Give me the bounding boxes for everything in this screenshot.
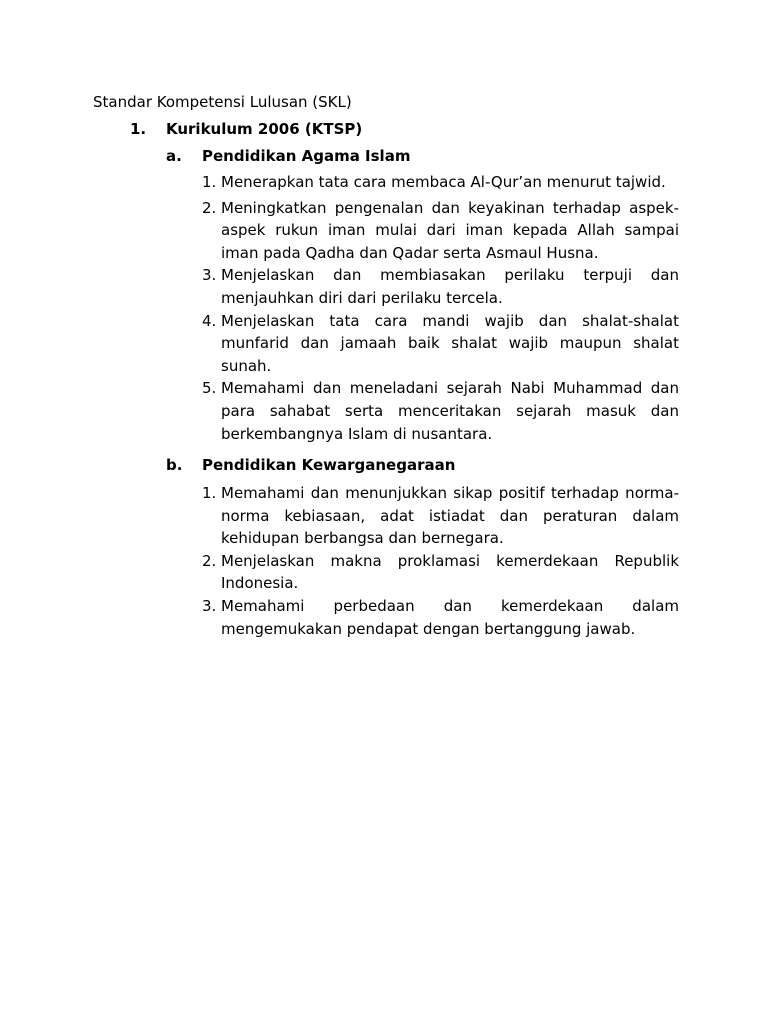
list-item-text: Memahami dan menunjukkan sikap positif terhadap norma- norma kebiasaan, adat istiadat dan peraturan dalam kehidupan berbangsa dan bernegara.	[221, 484, 679, 548]
section-title: Kurikulum 2006 (KTSP)	[166, 120, 363, 138]
list-item	[202, 482, 679, 550]
list-item-number: 5.	[202, 379, 217, 398]
list-item	[202, 197, 679, 265]
subsection-heading-a	[166, 145, 466, 167]
subsection-a-list	[202, 171, 679, 445]
subsection-b-list	[202, 482, 679, 640]
section-heading	[130, 118, 430, 140]
list-item-number: 3.	[202, 596, 217, 615]
subsection-heading-b	[166, 454, 486, 476]
list-item-text: Meningkatkan pengenalan dan keyakinan terhadap aspek-aspek rukun iman mulai dari iman kepada Allah sampai iman pada Qadha dan Qadar serta Asmaul Husna.	[221, 198, 679, 262]
subsection-letter: a.	[166, 147, 182, 165]
list-item-text: Menjelaskan makna proklamasi kemerdekaan Republik Indonesia.	[221, 551, 679, 593]
subsection-title: Pendidikan Kewarganegaraan	[202, 456, 456, 474]
section-number: 1.	[130, 120, 147, 138]
list-item	[202, 310, 679, 378]
list-item	[202, 377, 679, 445]
list-item-text: Menerapkan tata cara membaca Al-Qur’an menurut tajwid.	[221, 173, 666, 191]
document-title: Standar Kompetensi Lulusan (SKL)	[93, 93, 352, 111]
list-item-text: Menjelaskan tata cara mandi wajib dan shalat-shalat munfarid dan jamaah baik shalat wajib maupun shalat sunah.	[221, 311, 679, 375]
list-item-number: 1.	[202, 173, 217, 191]
subsection-title: Pendidikan Agama Islam	[202, 147, 411, 165]
list-item-number: 1.	[202, 484, 217, 502]
list-item	[202, 550, 679, 595]
list-item-text: Memahami dan meneladani sejarah Nabi Muhammad dan para sahabat serta menceritakan sejarah masuk dan berkembangnya Islam di nusantara.	[221, 379, 679, 443]
list-item-number: 2.	[202, 198, 217, 217]
list-item-number: 3.	[202, 266, 217, 285]
list-item-text: Memahami perbedaan dan kemerdekaan dalam mengemukakan pendapat dengan bertanggung jawab.	[221, 596, 679, 638]
list-item-number: 2.	[202, 551, 217, 570]
list-item	[202, 595, 679, 640]
list-item-text: Menjelaskan dan membiasakan perilaku terpuji dan menjauhkan diri dari perilaku tercela.	[221, 266, 679, 307]
subsection-letter: b.	[166, 456, 183, 474]
list-item	[202, 171, 679, 194]
list-item	[202, 264, 679, 309]
list-item-number: 4.	[202, 311, 217, 330]
